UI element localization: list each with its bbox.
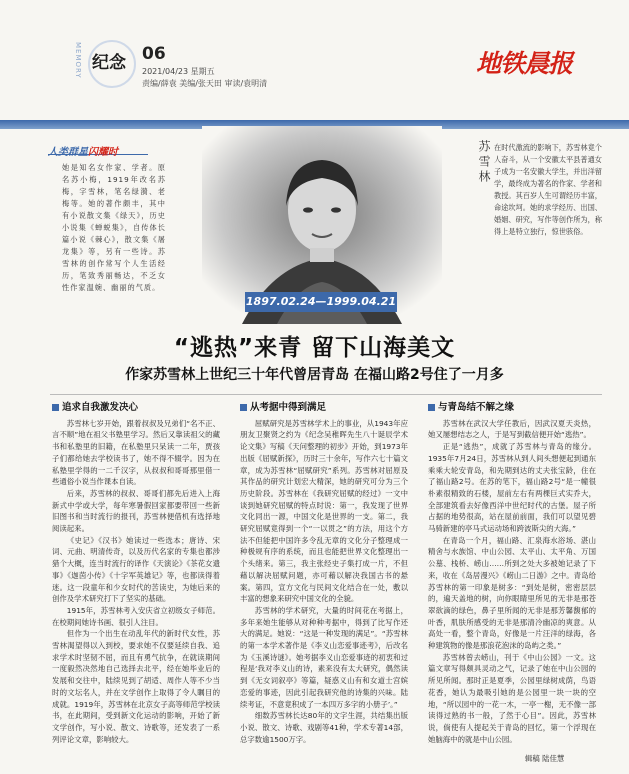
editor-credit: 辑稿 陆佳慧 [525,754,565,763]
paragraph: 苏雪林的学术研究，大量的时间花在考据上，多年来她生能够从对种种考据中，得到了比写作还大的满足。她说：“这是一种发现的满足”。“苏雪林的第一本学术著作是《李义山恋爱事迹考》，后改名为《玉溪诗谜》。她考据李义山恋爱事迹的初衷和过程是‘我对李义山的诗，素来没有太大研究，偶然读到《无女词叙亭》等篇，疑惑义山有和女道士宫嫔恋爱的事迹，因此引起我研究他的诗集的兴味。陆续考证，不意竟积成了一本四万多字的小册子’。” [240,605,408,709]
column-label-cn: 纪念 [92,53,126,73]
side-intro-text: 在时代激流的影响下，苏雪林竟个人奋斗，从一个安徽太平县普通女子成为一名安徽大学生，并出洋留学，最终成为著名的作家、学者和教授。其百岁人生可谓经历丰富，命途坎坷。她的求学经历、出国、婚姻、研究，写作等创作所为，称得上是特立独行，惊世骇俗。 [494,143,602,236]
paragraph: 苏雪林曾去崂山，刊于《中山公园》一文。这篇文章写得颇具灵动之气，记录了她在中山公园的所见所闻。那时正是夏季，公园里绿树成荫，鸟语花香，她认为最吸引她的是公园里一块一块的空地，“所以园中的一花一木，一亭一榭，无不像一部读得过熟的书一般，了然于心目”。因此，苏雪林说，倘使有人提起关于青岛的回忆，第一个浮现在她脑海中的就是中山公园。 [428,652,596,744]
page-number: 06 [142,44,166,64]
column-1 [52,402,220,745]
column-tag-left: 人类群星 [48,147,88,158]
subheadline: 作家苏雪林上世纪三十年代曾居青岛 在福山路2号住了一月多 [125,367,504,383]
subject-name: 苏雪林 [477,140,491,185]
column-tag [48,140,148,158]
bullet-square-icon [240,404,247,411]
paragraph: 1915年，苏雪林考入安庆省立初级女子师范。在校期间她诗书画、很引人注目。 [52,605,220,627]
headline: “逃热”来青 留下山海美文 [173,335,456,361]
bullet-square-icon [52,404,59,411]
column-3 [428,402,596,745]
divider [50,394,602,395]
column-1-heading: 追求自我激发决心 [52,402,220,414]
brand-logo: 地铁晨报 [476,49,573,78]
column-tag-right: 闪耀时 [88,147,118,158]
paragraph: 苏雪林在武汉大学任教后，因武汉夏天炎热，她又屡想结志之人，于是写到截信便开始“逃热”。 [428,418,596,440]
lifespan-banner: 1897.02.24—1999.04.21 [245,292,397,312]
sidebar-intro: 她是知名女作家、学者。原名苏小梅，1919年改名苏梅，字雪林，笔名绿漪、老梅等。她的著作颇丰，其中有小说散文集《绿天》，历史小说集《蝉蜕集》，自传体长篇小说《棘心》，散文集《屠龙集》等，另有一些诗。苏雪林的创作常写个人生活经历，笔致秀丽畅达，不乏女性作家温婉、幽丽的气质。 [62,163,166,292]
column-3-heading: 与青岛结不解之缘 [428,402,596,414]
column-2 [240,402,408,745]
paragraph: 在青岛一个月，福山路、汇泉海水浴场、湛山精舍与水族馆、中山公园、太平山、太平角、万国公墓、栈桥、崂山……所到之处大多被她记录了下来，收在《岛居漫兴》《崂山二日游》之中。青岛给苏雪林的第一印象是树多：“到处是树，密密层层的，遍天盖地的树，向你眼睛里所见的无非是那苍翠欲滴的绿色，鼻子里所闻的无非是那芳馨馥郁的叶香，肌肤所感受的无非是那清冷幽凉的爽意。从高处一看，整个青岛，好像是一片汪洋的绿海，各种建筑物的像是那浪花泡沫的岛屿之类。” [428,535,596,651]
staff-credits: 责编/薛袁 美编/张天田 审读/袁明清 [142,79,268,88]
column-2-heading: 从考据中得到满足 [240,402,408,414]
paragraph: 屈赋研究是苏雪林学术上的事业，从1943年应朋友卫聚贤之约为《纪念吴稚晖先生八十诞辰学术论文集》写稿《天问整理的初步》开始，到1973年出版《屈赋新探》，历时三十余年，写作六七十篇文章，成为苏雪林“屈赋研究”系列。苏雪林对屈原及其作品的研究计划宏大精深，她的研究可分为三个历史阶段。苏雪林在《我研究屈赋的经过》一文中谈到她研究屈赋的特点时说：第一，我发现了世界文化同出一源，中国文化是世界的一支。第二，我研究屈赋竟得到一个“一以贯之”的方法，用这个方法不但能把中国许多令乱无章的文化分子整理成一种极规有序的系统，而且也能把世界文化整理出一个头绪来。第三，我主张经史子集打成一片，不但藉以解决屈赋问题，亦可藉以解决我国古书的悬案。第四，宣方文化与民间文化结合在一处，敷以丰富的想象来研究中国文化的全貌。 [240,418,408,604]
paragraph: 苏雪林七岁开始，跟着叔叔及兄弟们“名不正、言不顺”地在祖父书塾里学习。然后又靠读祖父的藏书和私塾里的旧籍，在私塾里只呆读一二年，贾孩子们都给她去学校读书了，她不得不辍学。因为在私塾里学得的一二千汉字，从叔叔和哥哥那里借一些通俗小说当作课本自读。 [52,418,220,487]
paragraph: 但作为一个出生在动乱年代的新时代女性，苏雪林渴望得以入到校，要求她不仅要延续自我、追求学术时坚韧不屈，而且有勇气抗争，在就读期间一度毅然决然地自己选择去北平，经在她毕业后的发展和交往中，陆续见到了胡适、周作人等不少当时的文坛名人，并在文学创作上取得了令人瞩目的成就。1919年，苏雪林在北京女子高等师范学校读书，在此期间，受到新文化运动的影响，开始了新文学创作，写小说、散文、诗歌等，还发表了一系列评论文章，影响较大。 [52,629,220,744]
paragraph: 正是“逃热”，成就了苏雪林与青岛的缘分。1935年7月24日，苏雪林从到人间头想便起到通东乘乘大轮安青岛，和先期到达的丈夫张宝龄，住在了福山路2号。在苏的笔下，福山路2号“是一幢很朴素很精致的石楼，屋前左右有两棵巨式实乔大，全部建筑看去好像西洋中世纪时代的古堡。屋子所占据的地势很高，站在屋前前面，我们可以望见碧马骑新建的亭马式运动场和跨波斯尖的大海。” [428,442,596,534]
column-label-en: MEMORY [74,42,82,79]
paragraph: 《史记》《汉书》她读过一些选本；唐诗、宋词、元曲、明清传奇，以及历代名家的专集也都涉猎个大概，连当时流行的译作《天演论》《茶花女遗事》《迦茵小传》《十字军英雄记》等，也都读得着迷。这一段童年和少女时代的苦读史，为她后来的创作及学术研究打下了坚实的基础。 [52,535,220,604]
paragraph: 后来，苏雪林的叔叔、哥哥们都先后进入上海新式中学或大学，每年寒暑假回家都要带回一些新旧图书和当时流行的报刊，苏雪林便借机有选择地阅读起来。 [52,488,220,534]
issue-date: 2021/04/23 星期五 [142,67,215,76]
bullet-square-icon [428,404,435,411]
paragraph: 细数苏雪林长达80年的文字生涯，共结集出版小说、散文、诗歌、戏剧等41种，学术专著14部，总字数逾1500万字。 [240,711,408,744]
